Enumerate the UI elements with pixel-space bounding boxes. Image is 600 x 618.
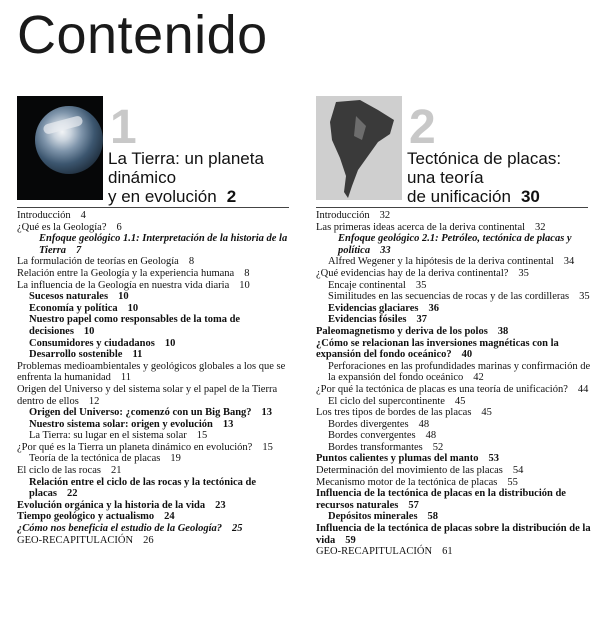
toc-entry-page: 59 (345, 534, 356, 546)
toc-entry-text: Evidencias fósiles (328, 314, 407, 326)
toc-entry (17, 523, 289, 535)
toc-entry-text: La influencia de la Geología en nuestra vida diaria (17, 279, 230, 291)
toc-entry-text: Introducción (316, 210, 370, 221)
toc-entry-text: Las primeras ideas acerca de la deriva continental (316, 221, 526, 233)
toc-entry (17, 465, 289, 477)
toc-entry-text: Mecanismo motor de la tectónica de placas (316, 476, 498, 488)
toc-entry (17, 453, 289, 465)
toc-entry (316, 326, 592, 338)
south-america-map-image (316, 96, 402, 200)
toc-entry-text: Sucesos naturales (29, 291, 109, 303)
chapter-number: 1 (110, 101, 137, 154)
toc-entry-page: 23 (215, 499, 226, 511)
toc-entry-text: Consumidores y ciudadanos (29, 337, 155, 349)
toc-entry-page: 8 (244, 267, 250, 279)
toc-entry-page: 35 (579, 291, 590, 303)
chapter-page: 2 (226, 187, 237, 206)
toc-entry-text: Similitudes en las secuencias de rocas y de las cordilleras (328, 291, 570, 303)
toc-entry-text: ¿Qué evidencias hay de la deriva continental? (316, 267, 509, 279)
toc-entry-text: Perforaciones en las profundidades marinas y confirmación de la expansión del fondo oceánico (328, 360, 591, 384)
toc-entry (17, 384, 289, 407)
toc-entry-text: El ciclo de las rocas (17, 465, 101, 477)
toc-entry (316, 453, 592, 465)
toc-entry (316, 546, 592, 558)
toc-entry-text: Bordes convergentes (328, 430, 416, 442)
toc-entry-text: La formulación de teorías en Geología (17, 256, 179, 268)
toc-entry-page: 12 (88, 395, 100, 407)
toc-entry (17, 430, 289, 442)
toc-entry (17, 535, 289, 547)
toc-entry (17, 349, 289, 361)
toc-entry-text: Desarrollo sostenible (29, 349, 123, 361)
toc-entry-text: Influencia de la tectónica de placas en la distribución de recursos naturales (316, 488, 566, 511)
toc-entry-text: Bordes transformantes (328, 441, 423, 453)
earth-image (17, 96, 103, 200)
toc-entry-page: 54 (512, 465, 524, 477)
toc-entry (17, 280, 289, 292)
toc-entry (316, 256, 592, 268)
toc-entry-page: 4 (80, 210, 86, 221)
toc-entry-page: 48 (425, 430, 437, 442)
toc-entry (316, 222, 592, 234)
toc-entry (316, 407, 592, 419)
toc-entry-text: Relación entre la Geología y la experiencia humana (17, 267, 235, 279)
toc-entry-text: Nuestro papel como responsables de la toma de decisiones (29, 314, 241, 337)
toc-entry (17, 256, 289, 268)
toc-entry-text: GEO-RECAPITULACIÓN (316, 546, 433, 558)
toc-entry (316, 488, 592, 511)
toc-entry (17, 419, 289, 431)
toc-entry-text: Evolución orgánica y la historia de la vida (17, 499, 206, 511)
toc-entry (316, 511, 592, 523)
toc-entry (17, 511, 289, 523)
toc-entry-text: Puntos calientes y plumas del manto (316, 453, 479, 465)
toc-entry-page: 52 (432, 441, 444, 453)
toc-entry-page: 37 (416, 314, 427, 326)
toc-entry (316, 396, 592, 408)
divider (316, 207, 588, 208)
toc-entry-page: 32 (379, 210, 391, 221)
toc-entry (316, 419, 592, 431)
toc-entry-text: Depósitos minerales (328, 511, 418, 523)
toc-entry (316, 280, 592, 292)
toc-entry (316, 233, 592, 256)
toc-entry-text: ¿Por qué la tectónica de placas es una teoría de unificación? (316, 383, 568, 395)
toc-entry-text: La Tierra: su lugar en el sistema solar (29, 430, 187, 442)
toc-entry-text: GEO-RECAPITULACIÓN (17, 534, 134, 546)
toc-entry-text: Economía y política (29, 302, 118, 314)
toc-entry-page: 10 (83, 325, 95, 337)
toc-entry (17, 407, 289, 419)
toc-column-1 (17, 210, 289, 546)
toc-entry-page: 34 (563, 256, 575, 268)
toc-entry-page: 48 (418, 418, 430, 430)
toc-entry-page: 10 (118, 291, 129, 303)
toc-entry-text: ¿Cómo nos beneficia el estudio de la Geología? (17, 523, 223, 535)
toc-entry-page: 36 (428, 302, 440, 314)
toc-entry-text: Los tres tipos de bordes de las placas (316, 407, 472, 419)
chapter-title: La Tierra: un planeta dinámico y en evolución 2 (108, 149, 264, 206)
toc-entry-text: ¿Cómo se relacionan las inversiones magnéticas con la expansión del fondo oceánico? (316, 337, 559, 361)
toc-entry (316, 291, 592, 303)
chapter-page: 30 (520, 187, 540, 206)
toc-entry-page: 15 (262, 441, 273, 453)
toc-entry (17, 210, 289, 222)
toc-entry-page: 40 (461, 349, 473, 361)
toc-entry (17, 338, 289, 350)
toc-entry-page: 25 (232, 523, 243, 535)
toc-entry-text: Introducción (17, 210, 71, 221)
toc-entry (316, 523, 592, 546)
toc-entry-text: Relación entre el ciclo de las rocas y la tectónica de placas (29, 476, 257, 500)
toc-entry-page: 32 (535, 221, 546, 233)
toc-entry-page: 11 (132, 349, 143, 361)
toc-entry-page: 11 (120, 372, 131, 384)
toc-entry-text: Paleomagnetismo y deriva de los polos (316, 325, 488, 337)
toc-column-2 (316, 210, 592, 558)
toc-entry-page: 33 (380, 244, 391, 256)
toc-entry-text: Bordes divergentes (328, 418, 409, 430)
toc-entry (17, 477, 289, 500)
toc-entry (17, 222, 289, 234)
toc-entry (17, 442, 289, 454)
toc-entry-page: 45 (481, 407, 492, 419)
toc-entry-text: Origen del Universo y del sistema solar y el papel de la Tierra dentro de ellos (17, 383, 278, 407)
toc-entry-text: Influencia de la tectónica de placas sobre la distribución de la vida (316, 523, 591, 546)
toc-entry-page: 6 (116, 221, 122, 233)
toc-entry (316, 268, 592, 280)
toc-entry-page: 44 (577, 383, 589, 395)
toc-entry (316, 361, 592, 384)
toc-entry-page: 38 (497, 325, 509, 337)
toc-entry-page: 61 (442, 546, 453, 558)
toc-entry-text: Encaje continental (328, 279, 406, 291)
toc-entry (316, 338, 592, 361)
toc-entry (17, 303, 289, 315)
toc-entry-page: 10 (127, 302, 139, 314)
toc-entry-page: 24 (164, 511, 175, 523)
toc-entry-text: Tiempo geológico y actualismo (17, 511, 155, 523)
toc-entry (17, 233, 289, 256)
toc-entry-page: 10 (164, 337, 176, 349)
toc-entry-text: Teoría de la tectónica de placas (29, 453, 161, 465)
toc-entry (316, 465, 592, 477)
toc-entry-page: 26 (143, 534, 154, 546)
toc-entry (316, 430, 592, 442)
toc-entry-page: 35 (518, 267, 529, 279)
toc-entry (316, 384, 592, 396)
toc-entry (17, 291, 289, 303)
chapter-number: 2 (409, 101, 436, 154)
toc-entry-text: Enfoque geológico 1.1: Interpretación de la historia de la Tierra (39, 233, 288, 256)
toc-entry-page: 10 (239, 279, 250, 291)
page-title: Contenido (17, 5, 268, 65)
toc-entry-page: 8 (188, 256, 195, 268)
toc-entry-page: 13 (222, 418, 234, 430)
toc-entry (316, 442, 592, 454)
toc-entry-text: Alfred Wegener y la hipótesis de la deriva continental (328, 256, 554, 268)
toc-entry (17, 361, 289, 384)
toc-entry-text: Evidencias glaciares (328, 302, 419, 314)
toc-entry-page: 57 (408, 499, 419, 511)
toc-entry-page: 7 (76, 244, 82, 256)
toc-entry (17, 314, 289, 337)
toc-entry-page: 19 (170, 453, 181, 465)
toc-entry-page: 58 (427, 511, 439, 523)
toc-entry-page: 15 (196, 430, 208, 442)
toc-entry-text: ¿Qué es la Geología? (17, 221, 107, 233)
toc-entry-text: Enfoque geológico 2.1: Petróleo, tectónica de placas y política (338, 233, 572, 256)
toc-entry-text: Problemas medioambientales y geológicos globales a los que se enfrenta la humanidad (17, 360, 286, 384)
toc-entry-page: 35 (415, 279, 427, 291)
toc-entry-page: 53 (488, 453, 499, 465)
toc-entry-page: 42 (473, 372, 484, 384)
toc-entry (17, 268, 289, 280)
toc-entry-text: Nuestro sistema solar: origen y evolución (29, 418, 213, 430)
toc-entry-text: Origen del Universo: ¿comenzó con un Big Bang? (29, 407, 252, 419)
divider (17, 207, 289, 208)
toc-entry (316, 477, 592, 489)
toc-entry (17, 500, 289, 512)
toc-entry-page: 22 (67, 488, 78, 500)
toc-entry-page: 13 (261, 407, 273, 419)
toc-entry-text: Determinación del movimiento de las placas (316, 465, 503, 477)
toc-entry (316, 314, 592, 326)
chapter-title: Tectónica de placas: una teoría de unificación 30 (407, 149, 562, 206)
toc-entry (316, 303, 592, 315)
toc-entry-page: 45 (454, 395, 466, 407)
toc-entry-page: 55 (507, 476, 518, 488)
toc-entry-text: ¿Por qué es la Tierra un planeta dinámico en evolución? (17, 441, 253, 453)
toc-entry-text: El ciclo del supercontinente (328, 395, 445, 407)
toc-entry (316, 210, 592, 222)
toc-entry-page: 21 (110, 465, 122, 477)
